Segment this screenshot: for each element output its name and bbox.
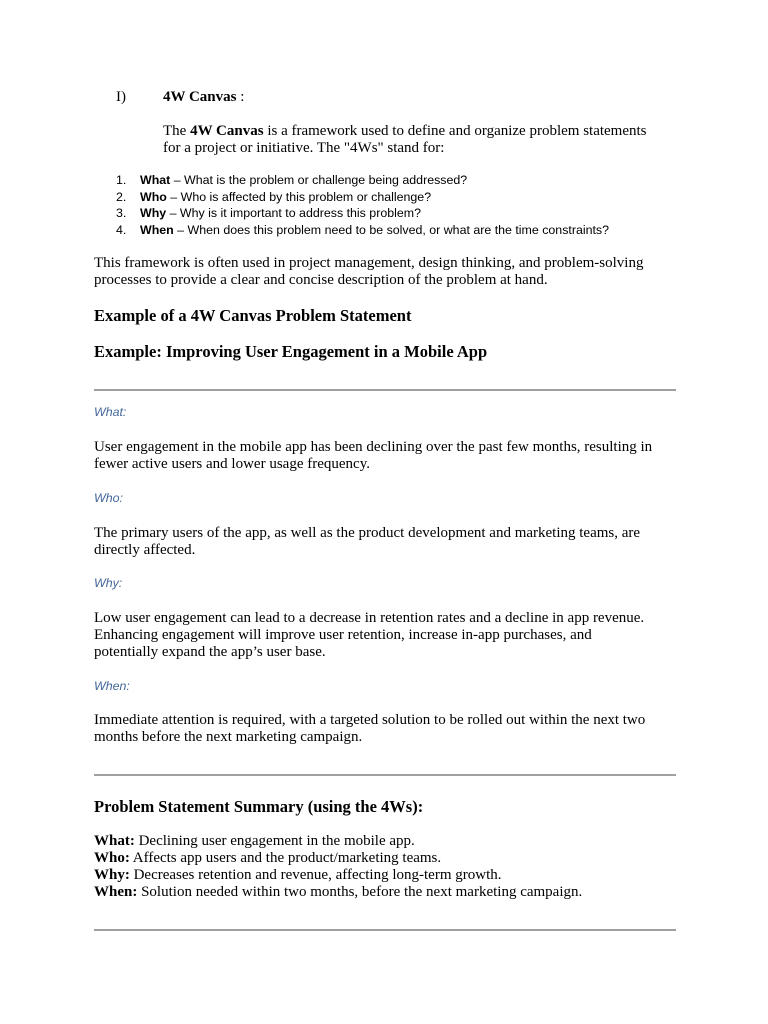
- why-line: potentially expand the app’s user base.: [94, 644, 326, 660]
- list-term: When: [140, 222, 174, 237]
- what-line: User engagement in the mobile app has been declining over the past few months, resulting in: [94, 439, 653, 455]
- summary-heading: Problem Statement Summary (using the 4Ws):: [94, 797, 424, 816]
- list-term: Who: [140, 189, 167, 204]
- summary-item: [94, 867, 582, 884]
- summary-text: Affects app users and the product/marketing teams.: [129, 850, 442, 866]
- list-number: 2.: [116, 189, 127, 204]
- example-title: Example: Improving User Engagement in a Mobile App: [94, 342, 488, 361]
- intro-line1-rest: is a framework used to define and organize problem statements: [263, 123, 647, 139]
- summary-item: [94, 850, 582, 867]
- summary-text: Solution needed within two months, before the next marketing campaign.: [137, 884, 583, 900]
- who-label: Who:: [94, 491, 123, 505]
- summary-text: Declining user engagement in the mobile app.: [134, 833, 415, 849]
- why-line: Enhancing engagement will improve user retention, increase in-app purchases, and: [94, 627, 592, 643]
- intro-bold: 4W Canvas: [190, 123, 264, 139]
- intro-paragraph: [163, 123, 647, 157]
- intro-pre: The: [163, 123, 191, 139]
- what-label: What:: [94, 405, 127, 419]
- who-line: directly affected.: [94, 542, 196, 558]
- framework-line: This framework is often used in project management, design thinking, and problem-solving: [94, 255, 644, 271]
- summary-term: When:: [94, 884, 138, 900]
- when-label: When:: [94, 679, 130, 693]
- framework-paragraph: [94, 255, 643, 289]
- list-item: [116, 205, 609, 222]
- who-paragraph: [94, 525, 640, 559]
- section-numeral: I): [116, 89, 126, 105]
- summary-text: Decreases retention and revenue, affecting long-term growth.: [129, 867, 502, 883]
- why-paragraph: [94, 610, 644, 661]
- list-text: – Why is it important to address this problem?: [166, 206, 421, 220]
- summary-term: Why:: [94, 867, 130, 883]
- what-line: fewer active users and lower usage frequency.: [94, 456, 370, 472]
- section-title-text: 4W Canvas: [163, 89, 237, 105]
- list-text: – Who is affected by this problem or challenge?: [166, 189, 432, 204]
- horizontal-rule: [94, 929, 676, 931]
- what-paragraph: [94, 439, 652, 473]
- summary-item: [94, 833, 582, 850]
- when-paragraph: [94, 712, 645, 746]
- list-text: – When does this problem need to be solved, or what are the time constraints?: [173, 222, 610, 237]
- when-line: Immediate attention is required, with a targeted solution to be rolled out within the next two: [94, 712, 646, 728]
- summary-list: [94, 833, 582, 901]
- summary-term: What:: [94, 833, 135, 849]
- when-line: months before the next marketing campaign.: [94, 729, 363, 745]
- horizontal-rule: [94, 389, 676, 391]
- why-line: Low user engagement can lead to a decrease in retention rates and a decline in app revenue.: [94, 610, 645, 626]
- list-number: 1.: [116, 173, 127, 187]
- who-line: The primary users of the app, as well as the product development and marketing teams, are: [94, 525, 641, 541]
- why-label: Why:: [94, 576, 123, 590]
- section-title: [163, 89, 244, 106]
- list-number: 4.: [116, 222, 127, 237]
- intro-line-2: for a project or initiative. The "4Ws" stand for:: [163, 140, 445, 156]
- list-term: What: [140, 173, 171, 187]
- list-number: 3.: [116, 206, 127, 220]
- summary-item: [94, 884, 582, 901]
- framework-line: processes to provide a clear and concise description of the problem at hand.: [94, 272, 548, 288]
- horizontal-rule: [94, 774, 676, 776]
- example-heading: Example of a 4W Canvas Problem Statement: [94, 306, 412, 325]
- section-title-suffix: :: [236, 89, 245, 105]
- summary-term: Who:: [94, 850, 130, 866]
- intro-line-1: [163, 123, 647, 140]
- list-term: Why: [140, 206, 167, 220]
- four-w-list: [116, 172, 609, 238]
- list-item: [116, 172, 609, 189]
- list-item: [116, 222, 609, 239]
- list-item: [116, 189, 609, 206]
- list-text: – What is the problem or challenge being addressed?: [170, 173, 468, 187]
